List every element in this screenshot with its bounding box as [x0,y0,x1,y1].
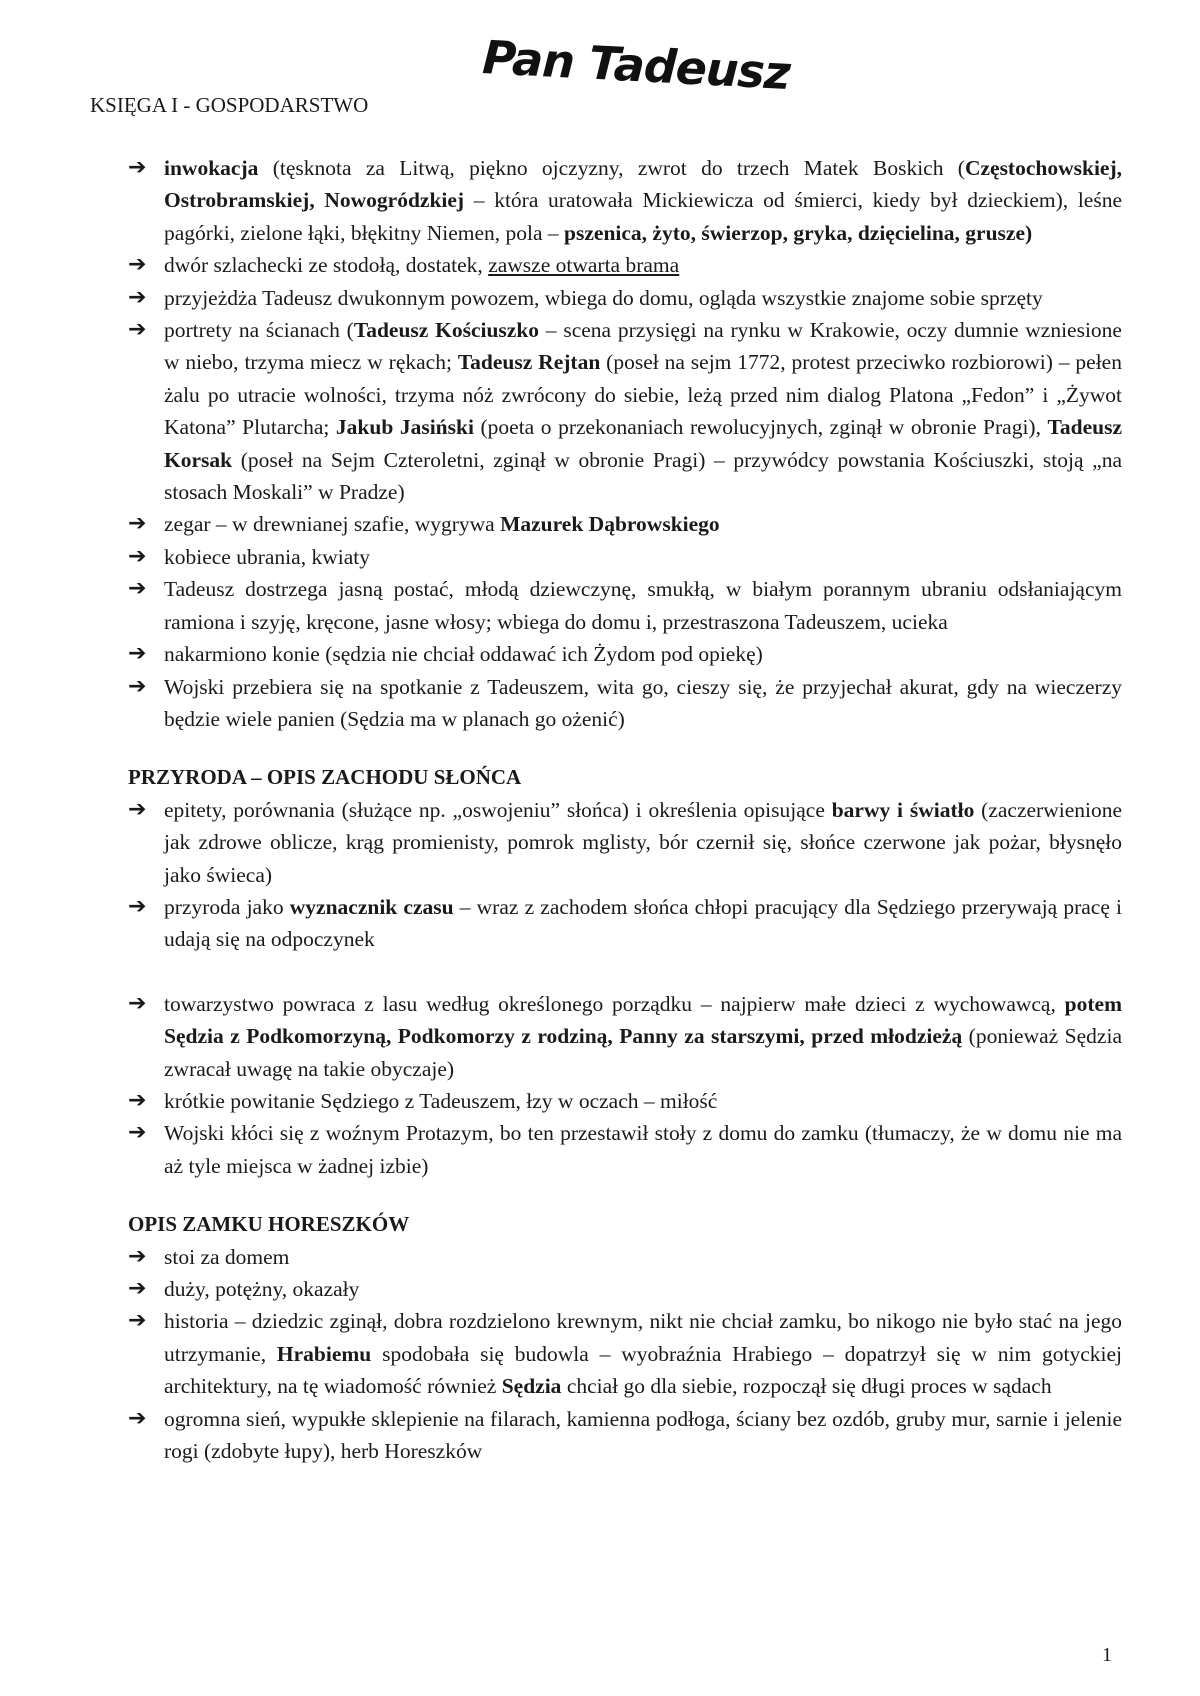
arrow-bullet-icon: ➔ [128,511,147,537]
notes-section [128,1208,1122,1467]
list-item [128,573,1122,638]
text-run: dwór szlachecki ze stodołą, dostatek, [164,253,489,278]
text-run: Tadeusz Kościuszko [353,318,540,343]
text-run: (poeta o przekonaniach rewolucyjnych, zginął w obronie Pragi), [473,415,1048,440]
text-run: inwokacja [164,156,259,180]
text-run: – która uratowała Mickiewicza od śmierci, kiedy był dzieckiem), leśne pagórki, zielone łąki, błękitny Niemen, pola – [164,188,1122,245]
list-item [128,1273,1122,1305]
bullet-list [128,794,1122,956]
text-run: krótkie powitanie Sędziego z Tadeuszem, łzy w oczach – miłość [164,1088,718,1113]
arrow-bullet-icon: ➔ [128,893,147,919]
list-item [128,1305,1122,1402]
text-run: Wojski przebiera się na spotkanie z Tadeuszem, wita go, cieszy się, że przyjechał akurat, gdy na wieczerzy będzie wiele panien (Sędzia ma w planach go ożenić) [164,674,1122,731]
text-run: Wojski kłóci się z woźnym Protazym, bo ten przestawił stoły z domu do zamku (tłumaczy, że w domu nie ma aż tyle miejsca w żadnej izbie) [164,1121,1122,1178]
arrow-bullet-icon: ➔ [128,1120,147,1146]
arrow-bullet-icon: ➔ [128,284,147,310]
text-run: wyznacznik czasu [289,894,454,919]
list-item [128,891,1122,956]
text-run: Tadeusz Korsak [164,415,1123,472]
list-item [128,988,1122,1085]
list-item [128,314,1122,508]
list-item [128,541,1122,573]
arrow-bullet-icon: ➔ [128,673,147,699]
text-run: zegar – w drewnianej szafie, wygrywa [164,512,501,537]
page-title: Pan Tadeusz [481,30,792,101]
arrow-bullet-icon: ➔ [128,317,147,343]
text-run: barwy i światło [831,797,975,822]
list-item [128,794,1122,891]
text-run: przyjeżdża Tadeusz dwukonnym powozem, wbiega do domu, ogląda wszystkie znajome sobie sprzęty [164,285,1043,310]
arrow-bullet-icon: ➔ [128,1243,147,1269]
notes-content [128,152,1122,1467]
text-run: zawsze otwarta brama [488,253,680,278]
text-run: przyroda jako [164,894,290,919]
text-run: Sędzia [501,1374,562,1399]
bullet-list [128,1241,1122,1468]
text-run: (ponieważ Sędzia zwracał uwagę na takie obyczaje) [164,1024,1122,1081]
list-item [128,152,1122,249]
arrow-bullet-icon: ➔ [128,641,147,667]
notes-section [128,988,1122,1182]
text-run: duży, potężny, okazały [164,1277,360,1301]
arrow-bullet-icon: ➔ [128,990,147,1016]
list-item [128,671,1122,736]
text-run: pszenica, żyto, świerzop, gryka, dzięcielina, grusze) [564,220,1033,245]
arrow-bullet-icon: ➔ [128,1276,147,1301]
text-run: Mazurek Dąbrowskiego [500,512,720,537]
list-item [128,282,1122,314]
text-run: Hrabiemu [276,1341,372,1366]
text-run: (poseł na Sejm Czteroletni, zginął w obronie Pragi) – przywódcy powstania Kościuszki, stoją „na stosach Moskali” w Pradze) [164,447,1122,505]
text-run: historia – dziedzic zginął, dobra rozdzielono krewnym, nikt nie chciał zamku, bo nikogo nie było stać na jego utrzymanie, [164,1309,1122,1366]
text-run: – wraz z zachodem słońca chłopi pracujący dla Sędziego przerywają pracę i udają się na odpoczynek [164,894,1122,952]
bullet-list [128,152,1122,735]
text-run: epitety, porównania (służące np. „oswojeniu” słońca) i określenia opisujące [164,797,832,822]
book-heading: KSIĘGA I - GOSPODARSTWO [90,93,369,117]
bullet-list [128,988,1122,1182]
text-run: Jakub Jasiński [335,415,474,440]
notes-section [128,152,1122,735]
text-run: kobiece ubrania, kwiaty [164,544,370,569]
arrow-bullet-icon: ➔ [128,252,147,278]
section-heading: PRZYRODA – OPIS ZACHODU SŁOŃCA [128,765,522,790]
arrow-bullet-icon: ➔ [128,1405,147,1431]
list-item [128,508,1122,540]
text-run: spodobała się budowla – wyobraźnia Hrabiego – dopatrzył się w nim gotyckiej architektury, na tę wiadomość również [164,1341,1122,1399]
arrow-bullet-icon: ➔ [128,1087,147,1113]
list-item [128,1403,1122,1468]
text-run: Tadeusz Rejtan [457,350,601,375]
list-item [128,1117,1122,1182]
text-run: (poseł na sejm 1772, protest przeciwko rozbiorowi) – pełen żalu po utracie wolności, trzyma nóż zwrócony do siebie, leżą przed nim dialog Platona „Fedon” i „Żywot Katona” Plutarcha; [164,350,1122,440]
arrow-bullet-icon: ➔ [128,1308,147,1334]
text-run: (tęsknota za Litwą, piękno ojczyzny, zwrot do trzech Matek Boskich ( [258,156,965,180]
text-run: – scena przysięgi na rynku w Krakowie, oczy dumnie wzniesione w niebo, trzyma miecz w rękach; [164,318,1122,375]
list-item [128,1085,1122,1117]
arrow-bullet-icon: ➔ [128,155,147,180]
list-item [128,638,1122,670]
list-item [128,1241,1122,1273]
text-run: stoi za domem [164,1244,290,1269]
arrow-bullet-icon: ➔ [128,543,147,569]
notes-section [128,761,1122,955]
section-heading: OPIS ZAMKU HORESZKÓW [128,1212,410,1237]
text-run: ogromna sień, wypukłe sklepienie na filarach, kamienna podłoga, ściany bez ozdób, gruby mur, sarnie i jelenie rogi (zdobyte łupy), herb Horeszków [164,1406,1122,1464]
arrow-bullet-icon: ➔ [128,576,147,602]
text-run: potem Sędzia z Podkomorzyną, Podkomorzy z rodziną, Panny za starszymi, przed młodzieżą [164,991,1122,1049]
text-run: portrety na ścianach ( [164,318,354,343]
text-run: Tadeusz dostrzega jasną postać, młodą dziewczynę, smukłą, w białym porannym ubraniu odsłaniającym ramiona i szyję, kręcone, jasne włosy; wbiega do domu i, przestraszona Tadeuszem, ucieka [164,577,1122,634]
text-run: (zaczerwienione jak zdrowe oblicze, krąg promienisty, pomrok mglisty, bór czernił się, słońce czerwone jak pożar, błysnęło jako świeca) [164,797,1123,887]
text-run: nakarmiono konie (sędzia nie chciał oddawać ich Żydom pod opiekę) [164,642,763,667]
arrow-bullet-icon: ➔ [128,796,147,822]
text-run: Częstochowskiej, Ostrobramskiej, Nowogródzkiej [164,156,1122,213]
page-number: 1 [1102,1644,1112,1666]
text-run: towarzystwo powraca z lasu według określonego porządku – najpierw małe dzieci z wychowawcą, [164,991,1065,1016]
list-item [128,249,1122,281]
text-run: chciał go dla siebie, rozpoczął się długi proces w sądach [561,1374,1052,1399]
